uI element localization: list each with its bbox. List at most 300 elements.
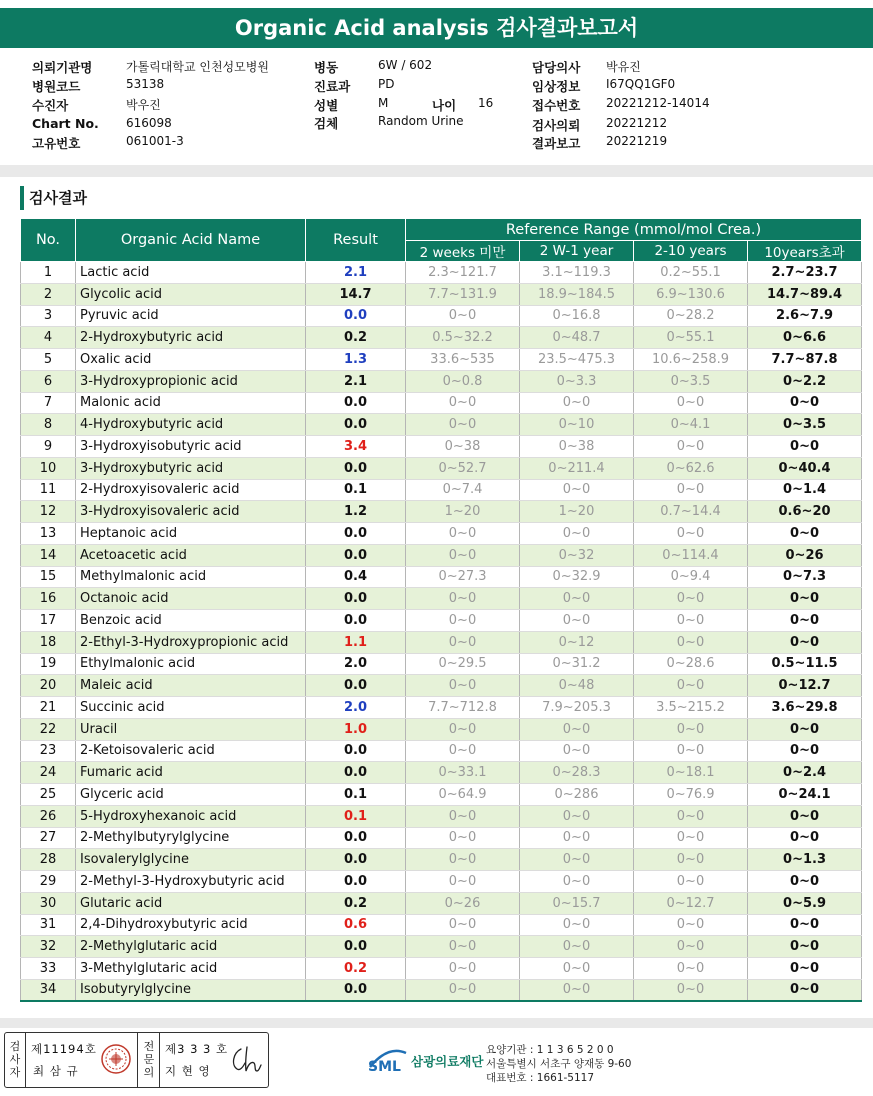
cell-range-under-2-weeks: 0~0 bbox=[406, 305, 520, 327]
label-request-date: 검사의뢰 bbox=[532, 118, 581, 133]
cell-range-under-2-weeks: 0~0 bbox=[406, 588, 520, 610]
header-range-under-2-weeks: 2 weeks 미만 bbox=[406, 241, 520, 262]
cell-no: 31 bbox=[21, 914, 76, 936]
org-phone: 대표번호 : 1661-5117 bbox=[486, 1072, 595, 1084]
cell-range-2-10y: 0.7~14.4 bbox=[634, 501, 748, 523]
cell-range-2-10y: 10.6~258.9 bbox=[634, 349, 748, 371]
cell-range-over-10y: 0~0 bbox=[748, 871, 862, 893]
cell-range-2w-1y: 0~0 bbox=[520, 849, 634, 871]
cell-range-2w-1y: 0~0 bbox=[520, 523, 634, 545]
cell-range-2-10y: 0~12.7 bbox=[634, 892, 748, 914]
cell-range-under-2-weeks: 2.3~121.7 bbox=[406, 262, 520, 284]
cell-range-2-10y: 0~0 bbox=[634, 718, 748, 740]
cell-no: 2 bbox=[21, 283, 76, 305]
cell-result: 0.0 bbox=[306, 849, 406, 871]
cell-acid-name: 5-Hydroxyhexanoic acid bbox=[76, 805, 306, 827]
table-row bbox=[21, 697, 862, 719]
cell-range-2w-1y: 1~20 bbox=[520, 501, 634, 523]
cell-range-under-2-weeks: 0~0 bbox=[406, 523, 520, 545]
cell-range-2-10y: 0~0 bbox=[634, 914, 748, 936]
cell-range-under-2-weeks: 0~0 bbox=[406, 392, 520, 414]
cell-range-2-10y: 0~0 bbox=[634, 805, 748, 827]
label-report-date: 결과보고 bbox=[532, 136, 581, 151]
cell-range-over-10y: 0~40.4 bbox=[748, 457, 862, 479]
cell-no: 33 bbox=[21, 958, 76, 980]
value-ward: 6W / 602 bbox=[378, 58, 433, 72]
org-code: 요양기관 : 1 1 3 6 5 2 0 0 bbox=[486, 1044, 614, 1056]
table-row bbox=[21, 566, 862, 588]
cell-no: 3 bbox=[21, 305, 76, 327]
cell-range-2-10y: 3.5~215.2 bbox=[634, 697, 748, 719]
table-row bbox=[21, 653, 862, 675]
cell-no: 18 bbox=[21, 631, 76, 653]
table-row bbox=[21, 479, 862, 501]
cell-range-2-10y: 0~4.1 bbox=[634, 414, 748, 436]
cell-acid-name: Glyceric acid bbox=[76, 784, 306, 806]
handwritten-signature-icon bbox=[227, 1043, 263, 1077]
cell-range-2-10y: 0~0 bbox=[634, 523, 748, 545]
table-row bbox=[21, 740, 862, 762]
label-unique-no: 고유번호 bbox=[32, 136, 81, 151]
cell-result: 0.0 bbox=[306, 523, 406, 545]
cell-acid-name: Uracil bbox=[76, 718, 306, 740]
table-row bbox=[21, 610, 862, 632]
cell-range-under-2-weeks: 0~38 bbox=[406, 436, 520, 458]
cell-result: 0.0 bbox=[306, 936, 406, 958]
value-request-date: 20221212 bbox=[606, 116, 668, 130]
header-result: Result bbox=[306, 219, 406, 262]
cell-range-under-2-weeks: 0~0 bbox=[406, 414, 520, 436]
table-row bbox=[21, 414, 862, 436]
cell-result: 0.4 bbox=[306, 566, 406, 588]
cell-range-over-10y: 0~0 bbox=[748, 610, 862, 632]
cell-range-over-10y: 0~1.4 bbox=[748, 479, 862, 501]
cell-range-2w-1y: 0~0 bbox=[520, 479, 634, 501]
cell-no: 13 bbox=[21, 523, 76, 545]
cell-range-2-10y: 0~28.6 bbox=[634, 653, 748, 675]
cell-no: 21 bbox=[21, 697, 76, 719]
cell-range-2w-1y: 0~0 bbox=[520, 827, 634, 849]
cell-range-2-10y: 0~3.5 bbox=[634, 370, 748, 392]
cell-range-under-2-weeks: 0~0 bbox=[406, 936, 520, 958]
cell-range-under-2-weeks: 0~0 bbox=[406, 631, 520, 653]
cell-range-over-10y: 7.7~87.8 bbox=[748, 349, 862, 371]
cell-range-over-10y: 0~24.1 bbox=[748, 784, 862, 806]
cell-range-under-2-weeks: 0~0 bbox=[406, 914, 520, 936]
cell-acid-name: Octanoic acid bbox=[76, 588, 306, 610]
cell-range-2-10y: 0~62.6 bbox=[634, 457, 748, 479]
cell-result: 0.0 bbox=[306, 610, 406, 632]
cell-acid-name: 2-Methylglutaric acid bbox=[76, 936, 306, 958]
label-chart-no: Chart No. bbox=[32, 116, 99, 131]
label-department: 진료과 bbox=[314, 79, 351, 94]
cell-acid-name: 3-Methylglutaric acid bbox=[76, 958, 306, 980]
cell-range-under-2-weeks: 33.6~535 bbox=[406, 349, 520, 371]
cell-no: 1 bbox=[21, 262, 76, 284]
table-row bbox=[21, 958, 862, 980]
cell-result: 0.6 bbox=[306, 914, 406, 936]
cell-no: 10 bbox=[21, 457, 76, 479]
cell-result: 3.4 bbox=[306, 436, 406, 458]
cell-result: 0.1 bbox=[306, 784, 406, 806]
cell-no: 14 bbox=[21, 544, 76, 566]
header-name: Organic Acid Name bbox=[76, 219, 306, 262]
cell-result: 0.2 bbox=[306, 327, 406, 349]
cell-acid-name: 3-Hydroxypropionic acid bbox=[76, 370, 306, 392]
cell-range-over-10y: 0~0 bbox=[748, 979, 862, 1001]
cell-range-2-10y: 0~0 bbox=[634, 740, 748, 762]
cell-range-over-10y: 0~0 bbox=[748, 631, 862, 653]
cell-range-2-10y: 0~114.4 bbox=[634, 544, 748, 566]
cell-range-over-10y: 0~7.3 bbox=[748, 566, 862, 588]
cell-acid-name: 2-Hydroxybutyric acid bbox=[76, 327, 306, 349]
cell-no: 22 bbox=[21, 718, 76, 740]
cell-no: 19 bbox=[21, 653, 76, 675]
cell-no: 11 bbox=[21, 479, 76, 501]
cell-acid-name: Glycolic acid bbox=[76, 283, 306, 305]
cell-no: 28 bbox=[21, 849, 76, 871]
cell-range-under-2-weeks: 7.7~712.8 bbox=[406, 697, 520, 719]
cell-no: 6 bbox=[21, 370, 76, 392]
cell-result: 0.0 bbox=[306, 588, 406, 610]
table-row bbox=[21, 349, 862, 371]
report-title: Organic Acid analysis 검사결과보고서 bbox=[0, 8, 873, 48]
cell-result: 0.0 bbox=[306, 414, 406, 436]
cell-range-under-2-weeks: 0~7.4 bbox=[406, 479, 520, 501]
cell-acid-name: Succinic acid bbox=[76, 697, 306, 719]
cell-range-2w-1y: 0~32.9 bbox=[520, 566, 634, 588]
cell-range-over-10y: 0~0 bbox=[748, 740, 862, 762]
cell-acid-name: 3-Hydroxybutyric acid bbox=[76, 457, 306, 479]
cell-no: 7 bbox=[21, 392, 76, 414]
footer-divider bbox=[0, 1018, 873, 1028]
cell-range-over-10y: 0~2.4 bbox=[748, 762, 862, 784]
inspector-name: 최 삼 규 bbox=[33, 1064, 79, 1078]
cell-acid-name: 2-Methylbutyrylglycine bbox=[76, 827, 306, 849]
value-clinical-info: I67QQ1GF0 bbox=[606, 77, 676, 91]
cell-range-over-10y: 0.6~20 bbox=[748, 501, 862, 523]
cell-range-2-10y: 0~0 bbox=[634, 849, 748, 871]
cell-range-under-2-weeks: 0~29.5 bbox=[406, 653, 520, 675]
cell-acid-name: Methylmalonic acid bbox=[76, 566, 306, 588]
cell-range-under-2-weeks: 0.5~32.2 bbox=[406, 327, 520, 349]
value-department: PD bbox=[378, 77, 395, 91]
table-row bbox=[21, 892, 862, 914]
cell-range-over-10y: 0~0 bbox=[748, 588, 862, 610]
cell-result: 0.0 bbox=[306, 979, 406, 1001]
table-row bbox=[21, 784, 862, 806]
cell-range-2w-1y: 18.9~184.5 bbox=[520, 283, 634, 305]
cell-range-under-2-weeks: 0~64.9 bbox=[406, 784, 520, 806]
cell-range-over-10y: 0~0 bbox=[748, 805, 862, 827]
cell-range-2w-1y: 0~0 bbox=[520, 914, 634, 936]
value-requesting-org: 가톨릭대학교 인천성모병원 bbox=[126, 60, 269, 74]
cell-range-2-10y: 0~0 bbox=[634, 631, 748, 653]
cell-no: 16 bbox=[21, 588, 76, 610]
cell-range-2w-1y: 0~0 bbox=[520, 958, 634, 980]
cell-range-under-2-weeks: 0~0 bbox=[406, 871, 520, 893]
cell-range-under-2-weeks: 0~0 bbox=[406, 805, 520, 827]
cell-range-2-10y: 0~0 bbox=[634, 871, 748, 893]
cell-range-2-10y: 0~0 bbox=[634, 479, 748, 501]
cell-range-2w-1y: 0~3.3 bbox=[520, 370, 634, 392]
cell-no: 27 bbox=[21, 827, 76, 849]
cell-range-2-10y: 0~0 bbox=[634, 675, 748, 697]
cell-range-under-2-weeks: 0~0 bbox=[406, 740, 520, 762]
cell-range-2w-1y: 0~15.7 bbox=[520, 892, 634, 914]
cell-result: 2.0 bbox=[306, 653, 406, 675]
seal-stamp-icon bbox=[100, 1043, 132, 1075]
cell-range-over-10y: 0~0 bbox=[748, 392, 862, 414]
cell-range-2-10y: 0~0 bbox=[634, 392, 748, 414]
label-physician: 담당의사 bbox=[532, 60, 581, 75]
header-range-2w-1y: 2 W-1 year bbox=[520, 241, 634, 262]
cell-range-under-2-weeks: 0~0 bbox=[406, 827, 520, 849]
cell-no: 20 bbox=[21, 675, 76, 697]
label-clinical-info: 임상정보 bbox=[532, 79, 581, 94]
cell-result: 2.1 bbox=[306, 370, 406, 392]
cell-range-under-2-weeks: 0~26 bbox=[406, 892, 520, 914]
cell-no: 15 bbox=[21, 566, 76, 588]
results-table bbox=[20, 218, 862, 1002]
cell-range-2w-1y: 0~0 bbox=[520, 610, 634, 632]
table-row bbox=[21, 436, 862, 458]
cell-no: 26 bbox=[21, 805, 76, 827]
cell-range-under-2-weeks: 0~0.8 bbox=[406, 370, 520, 392]
cell-range-2w-1y: 0~0 bbox=[520, 936, 634, 958]
cell-range-under-2-weeks: 0~52.7 bbox=[406, 457, 520, 479]
cell-range-under-2-weeks: 0~0 bbox=[406, 849, 520, 871]
label-hospital-code: 병원코드 bbox=[32, 79, 81, 94]
cell-no: 32 bbox=[21, 936, 76, 958]
cell-acid-name: 2-Ethyl-3-Hydroxypropionic acid bbox=[76, 631, 306, 653]
table-row bbox=[21, 979, 862, 1001]
cell-range-2-10y: 0~0 bbox=[634, 979, 748, 1001]
cell-result: 0.1 bbox=[306, 479, 406, 501]
label-requesting-org: 의뢰기관명 bbox=[32, 60, 93, 75]
divider bbox=[0, 165, 873, 177]
table-row bbox=[21, 871, 862, 893]
cell-range-under-2-weeks: 0~0 bbox=[406, 610, 520, 632]
cell-result: 14.7 bbox=[306, 283, 406, 305]
table-row bbox=[21, 914, 862, 936]
cell-result: 2.1 bbox=[306, 262, 406, 284]
cell-range-2-10y: 6.9~130.6 bbox=[634, 283, 748, 305]
cell-no: 17 bbox=[21, 610, 76, 632]
cell-range-under-2-weeks: 0~0 bbox=[406, 675, 520, 697]
cell-acid-name: Heptanoic acid bbox=[76, 523, 306, 545]
cell-no: 4 bbox=[21, 327, 76, 349]
table-row bbox=[21, 392, 862, 414]
cell-range-under-2-weeks: 1~20 bbox=[406, 501, 520, 523]
cell-range-2w-1y: 0~0 bbox=[520, 392, 634, 414]
cell-range-over-10y: 0~12.7 bbox=[748, 675, 862, 697]
cell-range-2w-1y: 0~0 bbox=[520, 871, 634, 893]
cell-acid-name: 4-Hydroxybutyric acid bbox=[76, 414, 306, 436]
cell-acid-name: Glutaric acid bbox=[76, 892, 306, 914]
cell-range-2-10y: 0~0 bbox=[634, 958, 748, 980]
header-no: No. bbox=[21, 219, 76, 262]
header-range-2-10y: 2-10 years bbox=[634, 241, 748, 262]
cell-range-over-10y: 0~0 bbox=[748, 958, 862, 980]
cell-range-over-10y: 0~0 bbox=[748, 827, 862, 849]
cell-range-2w-1y: 0~28.3 bbox=[520, 762, 634, 784]
cell-range-over-10y: 2.7~23.7 bbox=[748, 262, 862, 284]
value-chart-no: 616098 bbox=[126, 116, 172, 130]
cell-range-over-10y: 0~0 bbox=[748, 914, 862, 936]
cell-acid-name: 2,4-Dihydroxybutyric acid bbox=[76, 914, 306, 936]
cell-range-2-10y: 0.2~55.1 bbox=[634, 262, 748, 284]
patient-info bbox=[0, 56, 873, 156]
cell-range-2w-1y: 0~286 bbox=[520, 784, 634, 806]
header-range-over-10y: 10years초과 bbox=[748, 241, 862, 262]
cell-acid-name: 3-Hydroxyisobutyric acid bbox=[76, 436, 306, 458]
cell-range-2w-1y: 0~48 bbox=[520, 675, 634, 697]
cell-result: 0.2 bbox=[306, 958, 406, 980]
table-row bbox=[21, 283, 862, 305]
label-specimen: 검체 bbox=[314, 116, 339, 131]
table-row bbox=[21, 631, 862, 653]
cell-range-2w-1y: 0~31.2 bbox=[520, 653, 634, 675]
label-sex: 성별 bbox=[314, 98, 339, 113]
cell-no: 25 bbox=[21, 784, 76, 806]
cell-result: 2.0 bbox=[306, 697, 406, 719]
cell-result: 0.2 bbox=[306, 892, 406, 914]
cell-range-2-10y: 0~55.1 bbox=[634, 327, 748, 349]
cell-acid-name: Fumaric acid bbox=[76, 762, 306, 784]
cell-range-under-2-weeks: 0~0 bbox=[406, 979, 520, 1001]
cell-acid-name: 2-Methyl-3-Hydroxybutyric acid bbox=[76, 871, 306, 893]
cell-acid-name: Malonic acid bbox=[76, 392, 306, 414]
cell-acid-name: 2-Ketoisovaleric acid bbox=[76, 740, 306, 762]
cell-range-over-10y: 0~5.9 bbox=[748, 892, 862, 914]
cell-range-under-2-weeks: 0~0 bbox=[406, 544, 520, 566]
cell-acid-name: 3-Hydroxyisovaleric acid bbox=[76, 501, 306, 523]
cell-result: 0.0 bbox=[306, 740, 406, 762]
specialist-label: 전 문 의 bbox=[143, 1040, 155, 1079]
cell-range-2w-1y: 23.5~475.3 bbox=[520, 349, 634, 371]
cell-range-over-10y: 3.6~29.8 bbox=[748, 697, 862, 719]
table-row bbox=[21, 827, 862, 849]
cell-acid-name: Isovalerylglycine bbox=[76, 849, 306, 871]
org-name: 삼광의료재단 bbox=[411, 1054, 484, 1069]
table-row bbox=[21, 262, 862, 284]
cell-range-2-10y: 0~0 bbox=[634, 936, 748, 958]
cell-range-2-10y: 0~0 bbox=[634, 610, 748, 632]
cell-range-2w-1y: 0~0 bbox=[520, 718, 634, 740]
cell-range-2-10y: 0~9.4 bbox=[634, 566, 748, 588]
cell-range-2w-1y: 0~0 bbox=[520, 805, 634, 827]
inspector-license: 제11194호 bbox=[31, 1042, 97, 1056]
table-row bbox=[21, 544, 862, 566]
cell-range-2-10y: 0~76.9 bbox=[634, 784, 748, 806]
cell-result: 0.0 bbox=[306, 544, 406, 566]
cell-no: 30 bbox=[21, 892, 76, 914]
cell-range-over-10y: 14.7~89.4 bbox=[748, 283, 862, 305]
table-row bbox=[21, 327, 862, 349]
cell-result: 0.0 bbox=[306, 305, 406, 327]
cell-acid-name: Isobutyrylglycine bbox=[76, 979, 306, 1001]
label-age: 나이 bbox=[432, 98, 457, 113]
table-row bbox=[21, 936, 862, 958]
cell-range-2w-1y: 0~0 bbox=[520, 588, 634, 610]
cell-acid-name: Benzoic acid bbox=[76, 610, 306, 632]
cell-range-over-10y: 0~0 bbox=[748, 936, 862, 958]
cell-range-under-2-weeks: 0~33.1 bbox=[406, 762, 520, 784]
specialist-name: 지 현 영 bbox=[165, 1064, 211, 1078]
cell-acid-name: Acetoacetic acid bbox=[76, 544, 306, 566]
table-row bbox=[21, 305, 862, 327]
cell-range-over-10y: 0.5~11.5 bbox=[748, 653, 862, 675]
org-address: 서울특별시 서초구 양재동 9-60 bbox=[486, 1058, 632, 1070]
cell-result: 0.1 bbox=[306, 805, 406, 827]
cell-range-2w-1y: 0~10 bbox=[520, 414, 634, 436]
cell-range-2w-1y: 0~32 bbox=[520, 544, 634, 566]
section-title: 검사결과 bbox=[20, 186, 87, 210]
specialist-license: 제3 3 3 호 bbox=[165, 1042, 229, 1056]
cell-acid-name: Lactic acid bbox=[76, 262, 306, 284]
value-physician: 박유진 bbox=[606, 60, 641, 74]
value-patient-name: 박우진 bbox=[126, 98, 161, 112]
value-sex: M bbox=[378, 96, 389, 110]
cell-range-under-2-weeks: 7.7~131.9 bbox=[406, 283, 520, 305]
cell-no: 8 bbox=[21, 414, 76, 436]
header-reference-range: Reference Range (mmol/mol Crea.) bbox=[406, 219, 862, 241]
value-hospital-code: 53138 bbox=[126, 77, 165, 91]
signature-box bbox=[4, 1032, 269, 1088]
cell-range-under-2-weeks: 0~27.3 bbox=[406, 566, 520, 588]
cell-no: 24 bbox=[21, 762, 76, 784]
cell-range-over-10y: 0~26 bbox=[748, 544, 862, 566]
cell-range-over-10y: 0~0 bbox=[748, 523, 862, 545]
table-row bbox=[21, 501, 862, 523]
value-unique-no: 061001-3 bbox=[126, 134, 184, 148]
cell-range-over-10y: 0~2.2 bbox=[748, 370, 862, 392]
cell-range-2w-1y: 0~38 bbox=[520, 436, 634, 458]
value-report-date: 20221219 bbox=[606, 134, 668, 148]
cell-range-over-10y: 0~1.3 bbox=[748, 849, 862, 871]
table-row bbox=[21, 762, 862, 784]
cell-range-2w-1y: 0~0 bbox=[520, 979, 634, 1001]
cell-result: 0.0 bbox=[306, 871, 406, 893]
cell-range-under-2-weeks: 0~0 bbox=[406, 718, 520, 740]
cell-result: 1.3 bbox=[306, 349, 406, 371]
cell-range-over-10y: 0~0 bbox=[748, 436, 862, 458]
table-row bbox=[21, 457, 862, 479]
cell-result: 0.0 bbox=[306, 675, 406, 697]
cell-range-over-10y: 0~3.5 bbox=[748, 414, 862, 436]
inspector-label: 검 사 자 bbox=[9, 1040, 21, 1079]
table-row bbox=[21, 370, 862, 392]
cell-range-2-10y: 0~0 bbox=[634, 588, 748, 610]
value-specimen: Random Urine bbox=[378, 114, 464, 128]
cell-range-2w-1y: 0~211.4 bbox=[520, 457, 634, 479]
value-reception-no: 20221212-14014 bbox=[606, 96, 710, 110]
value-age: 16 bbox=[478, 96, 494, 110]
cell-range-2w-1y: 0~12 bbox=[520, 631, 634, 653]
cell-acid-name: Pyruvic acid bbox=[76, 305, 306, 327]
table-row bbox=[21, 805, 862, 827]
cell-range-2-10y: 0~0 bbox=[634, 436, 748, 458]
svg-text:SML: SML bbox=[368, 1059, 401, 1075]
cell-range-2w-1y: 0~48.7 bbox=[520, 327, 634, 349]
label-patient-name: 수진자 bbox=[32, 98, 69, 113]
table-row bbox=[21, 523, 862, 545]
sml-logo-icon bbox=[366, 1043, 410, 1077]
cell-acid-name: 2-Hydroxyisovaleric acid bbox=[76, 479, 306, 501]
cell-no: 34 bbox=[21, 979, 76, 1001]
table-row bbox=[21, 718, 862, 740]
